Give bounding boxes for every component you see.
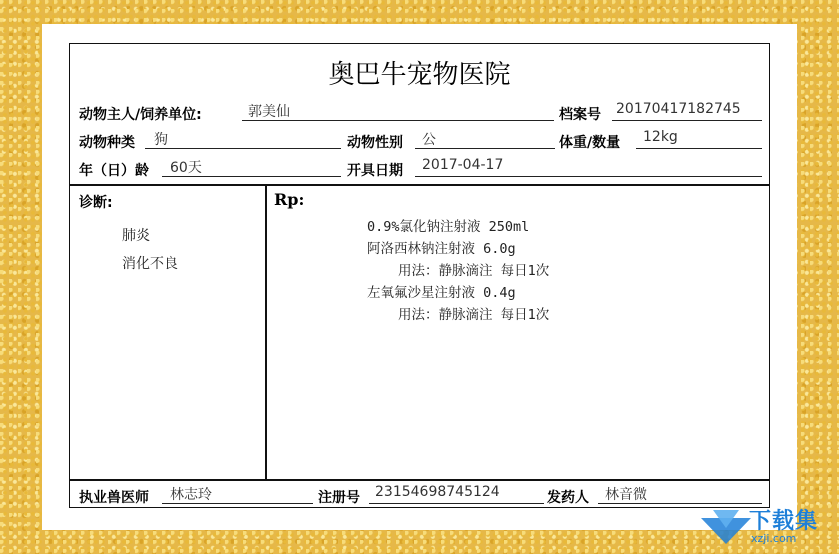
sex-value: 公 bbox=[422, 132, 436, 148]
download-arrow-icon bbox=[699, 508, 753, 546]
rx-line: 阿洛西林钠注射液 6.0g bbox=[367, 241, 516, 257]
dispenser-value: 林音微 bbox=[605, 487, 647, 503]
footer-divider bbox=[70, 479, 769, 481]
header-divider bbox=[70, 184, 769, 186]
diagnosis-item: 消化不良 bbox=[122, 256, 178, 272]
reg-no-label: 注册号 bbox=[318, 490, 360, 506]
reg-no-value: 23154698745124 bbox=[375, 484, 500, 500]
dispenser-label: 发药人 bbox=[547, 490, 589, 506]
age-value: 60天 bbox=[170, 160, 202, 176]
file-no-label: 档案号 bbox=[559, 107, 601, 123]
owner-underline bbox=[242, 120, 554, 121]
file-no-underline bbox=[612, 120, 762, 121]
issue-date-value: 2017-04-17 bbox=[422, 157, 504, 173]
sex-label: 动物性别 bbox=[347, 135, 403, 151]
rx-line: 0.9%氯化钠注射液 250ml bbox=[367, 219, 530, 235]
issue-date-underline bbox=[415, 176, 762, 177]
watermark-logo bbox=[699, 504, 829, 548]
species-value: 狗 bbox=[154, 132, 168, 148]
issue-date-label: 开具日期 bbox=[347, 163, 403, 179]
diagnosis-label: 诊断: bbox=[79, 195, 113, 211]
age-underline bbox=[162, 176, 341, 177]
species-underline bbox=[145, 148, 341, 149]
vet-value: 林志玲 bbox=[170, 487, 212, 503]
weight-label: 体重/数量 bbox=[559, 135, 621, 151]
vet-label: 执业兽医师 bbox=[79, 490, 149, 506]
sex-underline bbox=[415, 148, 555, 149]
file-no-value: 20170417182745 bbox=[616, 101, 741, 117]
prescription-form bbox=[69, 43, 770, 508]
weight-value: 12kg bbox=[643, 129, 678, 145]
hospital-title: 奥巴牛宠物医院 bbox=[328, 60, 511, 90]
watermark-text: 下载集 bbox=[749, 509, 819, 534]
rx-usage-line: 用法：静脉滴注 每日1次 bbox=[398, 307, 550, 323]
owner-label: 动物主人/饲养单位: bbox=[79, 107, 202, 123]
rp-label: Rp: bbox=[274, 190, 305, 209]
vet-underline bbox=[162, 503, 313, 504]
rx-usage-line: 用法：静脉滴注 每日1次 bbox=[398, 263, 550, 279]
weight-underline bbox=[636, 148, 762, 149]
reg-no-underline bbox=[369, 503, 544, 504]
species-label: 动物种类 bbox=[79, 135, 135, 151]
column-divider bbox=[265, 184, 267, 480]
rx-line: 左氧氟沙星注射液 0.4g bbox=[367, 285, 516, 301]
watermark-domain: xzji.com bbox=[751, 532, 797, 545]
age-label: 年（日）龄 bbox=[79, 163, 149, 179]
diagnosis-item: 肺炎 bbox=[122, 228, 150, 244]
owner-value: 郭美仙 bbox=[248, 104, 290, 120]
